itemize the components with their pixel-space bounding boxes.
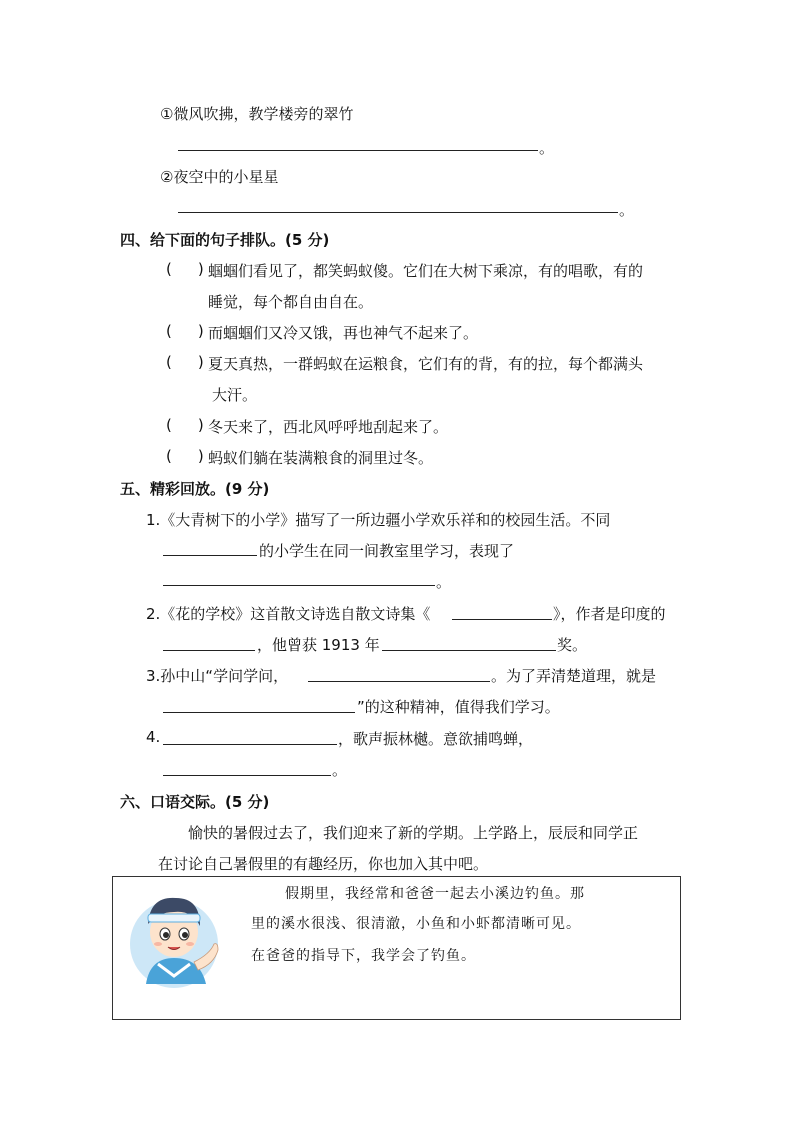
sec4-item5-line1: 蚂蚁们躺在装满粮食的洞里过冬。 xyxy=(208,449,434,467)
sec5-q3-blank2[interactable] xyxy=(163,712,355,713)
sec5-q3-line1-start: 3.孙中山“学问学问， xyxy=(146,667,289,685)
sec5-q1-end: 。 xyxy=(436,573,452,591)
sec5-q1-blank1[interactable] xyxy=(163,555,257,556)
sec3-item2-prompt: ②夜空中的小星星 xyxy=(160,168,279,186)
sec3-item2-end: 。 xyxy=(619,201,635,219)
sec5-q2-blank2[interactable] xyxy=(163,650,255,651)
sec5-title: 五、精彩回放。(9 分) xyxy=(120,480,270,498)
sec4-item3-paren[interactable]: ( ) xyxy=(166,353,204,371)
sec5-q3-line2: ”的这种精神，值得我们学习。 xyxy=(357,698,560,716)
boy-illustration xyxy=(128,884,228,994)
dialogue-line3: 在爸爸的指导下，我学会了钓鱼。 xyxy=(251,948,476,964)
sec5-q4-number: 4. xyxy=(146,728,161,746)
sec5-q1-blank2[interactable] xyxy=(163,585,435,586)
sec4-item5-paren[interactable]: ( ) xyxy=(166,447,204,465)
sec5-q2-line1-start: 2.《花的学校》这首散文诗选自散文诗集《 xyxy=(146,605,431,623)
sec5-q3-blank1[interactable] xyxy=(308,681,490,682)
sec3-item2-answer-line[interactable] xyxy=(178,212,618,213)
sec3-item1-answer-line[interactable] xyxy=(178,150,538,151)
sec5-q4-end: 。 xyxy=(332,761,348,779)
sec6-title: 六、口语交际。(5 分) xyxy=(120,793,270,811)
sec5-q2-blank1[interactable] xyxy=(452,619,552,620)
sec4-item2-line1: 而蝈蝈们又冷又饿，再也神气不起来了。 xyxy=(208,324,479,342)
sec5-q2-end: 奖。 xyxy=(557,636,588,654)
sec6-intro-line1: 愉快的暑假过去了，我们迎来了新的学期。上学路上，辰辰和同学正 xyxy=(188,824,639,842)
sec4-title: 四、给下面的句子排队。(5 分) xyxy=(120,231,330,249)
sec4-item3-line1: 夏天真热，一群蚂蚁在运粮食，它们有的背，有的拉，每个都满头 xyxy=(208,355,644,373)
sec5-q1-line1: 1.《大青树下的小学》描写了一所边疆小学欢乐祥和的校园生活。不同 xyxy=(146,511,611,529)
sec5-q4-blank2[interactable] xyxy=(163,775,331,776)
sec4-item2-paren[interactable]: ( ) xyxy=(166,322,204,340)
sec5-q2-blank3[interactable] xyxy=(382,650,556,651)
sec4-item1-paren[interactable]: ( ) xyxy=(166,260,204,278)
dialogue-line1: 假期里，我经常和爸爸一起去小溪边钓鱼。那 xyxy=(285,886,585,902)
sec5-q1-line2: 的小学生在同一间教室里学习，表现了 xyxy=(259,542,515,560)
sec4-item3-line2: 大汗。 xyxy=(212,386,258,404)
sec4-item1-line1: 蝈蝈们看见了，都笑蚂蚁傻。它们在大树下乘凉，有的唱歌，有的 xyxy=(208,262,644,280)
sec6-intro-line2: 在讨论自己暑假里的有趣经历，你也加入其中吧。 xyxy=(158,855,489,873)
dialogue-line2: 里的溪水很浅、很清澈，小鱼和小虾都清晰可见。 xyxy=(251,916,581,932)
sec5-q2-line1-end: 》，作者是印度的 xyxy=(553,605,666,623)
sec4-item4-paren[interactable]: ( ) xyxy=(166,416,204,434)
sec5-q3-line1-end: 。为了弄清楚道理，就是 xyxy=(491,667,657,685)
sec3-item1-prompt: ①微风吹拂，教学楼旁的翠竹 xyxy=(160,105,354,123)
sec4-item4-line1: 冬天来了，西北风呼呼地刮起来了。 xyxy=(208,418,449,436)
sec5-q2-line2: ，他曾获 1913 年 xyxy=(257,636,380,654)
sec4-item1-line2: 睡觉，每个都自由自在。 xyxy=(208,293,374,311)
sec5-q4-line1: ，歌声振林樾。意欲捕鸣蝉， xyxy=(338,730,534,748)
sec3-item1-end: 。 xyxy=(539,139,555,157)
sec5-q4-blank1[interactable] xyxy=(163,744,337,745)
